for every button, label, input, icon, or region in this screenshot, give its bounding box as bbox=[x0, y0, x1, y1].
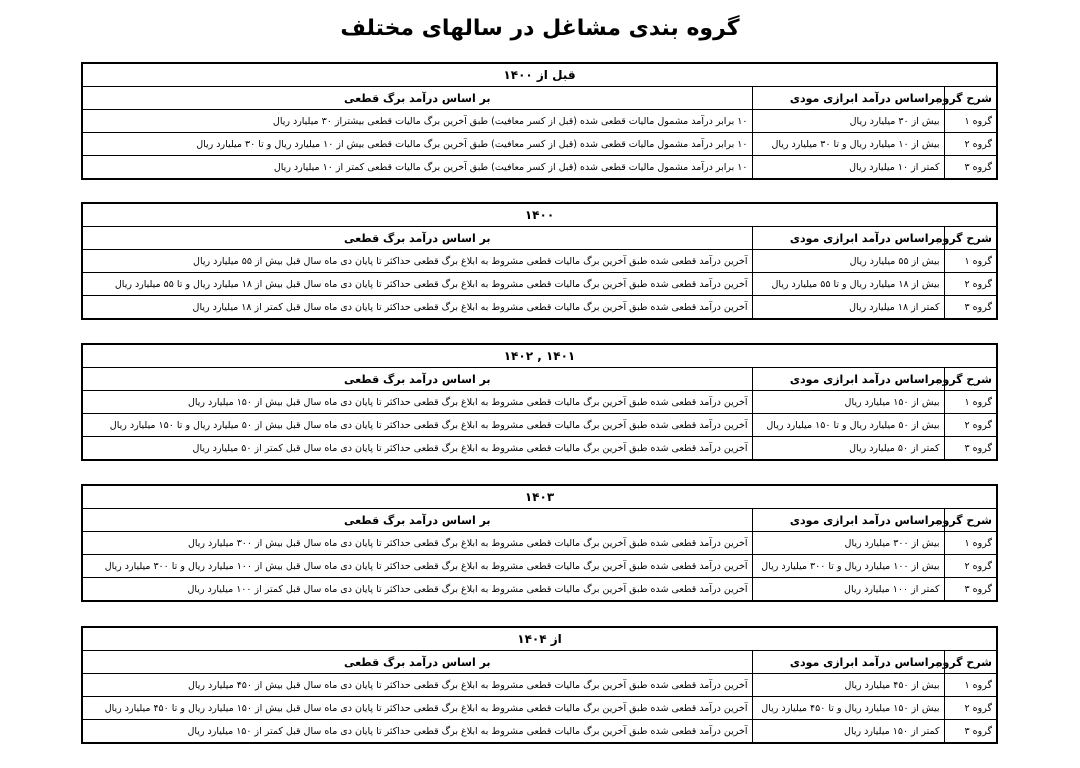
table-caption: از ۱۴۰۴ bbox=[83, 628, 996, 651]
table-1401-1402 bbox=[81, 343, 998, 461]
header-row bbox=[83, 509, 996, 532]
cell-group: گروه ۱ bbox=[944, 674, 996, 697]
cell-basis: آخرین درآمد قطعی شده طبق آخرین برگ مالیات قطعی مشروط به ابلاغ برگ قطعی حداکثر تا پایان دی ماه سال قبل کمتر از ۱۸ میلیارد ریال bbox=[83, 296, 752, 319]
table-row bbox=[83, 110, 996, 133]
cell-income: کمتر از ۱۰۰ میلیارد ریال bbox=[752, 578, 944, 601]
table-row bbox=[83, 273, 996, 296]
cell-basis: آخرین درآمد قطعی شده طبق آخرین برگ مالیات قطعی مشروط به ابلاغ برگ قطعی حداکثر تا پایان دی ماه سال قبل بیش از ۱۵۰ میلیارد ریال و تا ۴۵۰ میلیارد ریال bbox=[83, 697, 752, 720]
table-row bbox=[83, 156, 996, 179]
header-group: شرح گروه bbox=[944, 509, 996, 532]
table-row bbox=[83, 133, 996, 156]
cell-group: گروه ۳ bbox=[944, 578, 996, 601]
header-income: براساس درآمد ابرازی مودی bbox=[752, 368, 944, 391]
header-basis: بر اساس درآمد برگ قطعی bbox=[83, 651, 752, 674]
header-basis: بر اساس درآمد برگ قطعی bbox=[83, 87, 752, 110]
cell-group: گروه ۲ bbox=[944, 697, 996, 720]
table-row bbox=[83, 674, 996, 697]
cell-income: کمتر از ۱۰ میلیارد ریال bbox=[752, 156, 944, 179]
header-income: براساس درآمد ابرازی مودی bbox=[752, 651, 944, 674]
cell-basis: آخرین درآمد قطعی شده طبق آخرین برگ مالیات قطعی مشروط به ابلاغ برگ قطعی حداکثر تا پایان دی ماه سال قبل کمتر از ۱۰۰ میلیارد ریال bbox=[83, 578, 752, 601]
cell-basis: آخرین درآمد قطعی شده طبق آخرین برگ مالیات قطعی مشروط به ابلاغ برگ قطعی حداکثر تا پایان دی ماه سال قبل بیش از ۱۵۰ میلیارد ریال bbox=[83, 391, 752, 414]
cell-group: گروه ۳ bbox=[944, 296, 996, 319]
header-basis: بر اساس درآمد برگ قطعی bbox=[83, 368, 752, 391]
table-1403 bbox=[81, 484, 998, 602]
table-row bbox=[83, 555, 996, 578]
cell-group: گروه ۱ bbox=[944, 110, 996, 133]
cell-group: گروه ۲ bbox=[944, 273, 996, 296]
cell-basis: آخرین درآمد قطعی شده طبق آخرین برگ مالیات قطعی مشروط به ابلاغ برگ قطعی حداکثر تا پایان دی ماه سال قبل بیش از ۳۰۰ میلیارد ریال bbox=[83, 532, 752, 555]
cell-basis: ۱۰ برابر درآمد مشمول مالیات قطعی شده (قبل از کسر معافیت) طبق آخرین برگ مالیات قطعی بیش از ۱۰ میلیارد ریال و تا ۳۰ میلیارد ریال bbox=[83, 133, 752, 156]
table-row bbox=[83, 578, 996, 601]
cell-group: گروه ۱ bbox=[944, 391, 996, 414]
table-row bbox=[83, 250, 996, 273]
cell-group: گروه ۱ bbox=[944, 532, 996, 555]
classification-table bbox=[83, 368, 996, 459]
cell-basis: آخرین درآمد قطعی شده طبق آخرین برگ مالیات قطعی مشروط به ابلاغ برگ قطعی حداکثر تا پایان دی ماه سال قبل بیش از ۵۵ میلیارد ریال bbox=[83, 250, 752, 273]
table-row bbox=[83, 296, 996, 319]
header-basis: بر اساس درآمد برگ قطعی bbox=[83, 509, 752, 532]
classification-table bbox=[83, 227, 996, 318]
header-group: شرح گروه bbox=[944, 227, 996, 250]
table-from-1404 bbox=[81, 626, 998, 744]
header-group: شرح گروه bbox=[944, 368, 996, 391]
cell-income: بیش از ۱۰۰ میلیارد ریال و تا ۳۰۰ میلیارد ریال bbox=[752, 555, 944, 578]
cell-income: بیش از ۳۰ میلیارد ریال bbox=[752, 110, 944, 133]
cell-group: گروه ۳ bbox=[944, 156, 996, 179]
cell-basis: ۱۰ برابر درآمد مشمول مالیات قطعی شده (قبل از کسر معافیت) طبق آخرین برگ مالیات قطعی بیشتراز ۳۰ میلیارد ریال bbox=[83, 110, 752, 133]
header-group: شرح گروه bbox=[944, 87, 996, 110]
header-group: شرح گروه bbox=[944, 651, 996, 674]
cell-income: بیش از ۱۸ میلیارد ریال و تا ۵۵ میلیارد ریال bbox=[752, 273, 944, 296]
table-row bbox=[83, 437, 996, 460]
cell-group: گروه ۳ bbox=[944, 437, 996, 460]
cell-income: کمتر از ۵۰ میلیارد ریال bbox=[752, 437, 944, 460]
header-basis: بر اساس درآمد برگ قطعی bbox=[83, 227, 752, 250]
cell-group: گروه ۲ bbox=[944, 133, 996, 156]
cell-income: بیش از ۳۰۰ میلیارد ریال bbox=[752, 532, 944, 555]
classification-table bbox=[83, 87, 996, 178]
classification-table bbox=[83, 509, 996, 600]
table-row bbox=[83, 532, 996, 555]
table-row bbox=[83, 697, 996, 720]
header-row bbox=[83, 651, 996, 674]
cell-group: گروه ۳ bbox=[944, 720, 996, 743]
cell-basis: آخرین درآمد قطعی شده طبق آخرین برگ مالیات قطعی مشروط به ابلاغ برگ قطعی حداکثر تا پایان دی ماه سال قبل کمتر از ۱۵۰ میلیارد ریال bbox=[83, 720, 752, 743]
cell-income: بیش از ۴۵۰ میلیارد ریال bbox=[752, 674, 944, 697]
table-caption: ۱۴۰۰ bbox=[83, 204, 996, 227]
header-row bbox=[83, 227, 996, 250]
header-income: براساس درآمد ابرازی مودی bbox=[752, 509, 944, 532]
table-caption: قبل از ۱۴۰۰ bbox=[83, 64, 996, 87]
cell-income: بیش از ۵۰ میلیارد ریال و تا ۱۵۰ میلیارد ریال bbox=[752, 414, 944, 437]
cell-basis: آخرین درآمد قطعی شده طبق آخرین برگ مالیات قطعی مشروط به ابلاغ برگ قطعی حداکثر تا پایان دی ماه سال قبل کمتر از ۵۰ میلیارد ریال bbox=[83, 437, 752, 460]
header-income: براساس درآمد ابرازی مودی bbox=[752, 87, 944, 110]
cell-basis: آخرین درآمد قطعی شده طبق آخرین برگ مالیات قطعی مشروط به ابلاغ برگ قطعی حداکثر تا پایان دی ماه سال قبل بیش از ۱۸ میلیارد ریال و تا ۵۵ میلیارد ریال bbox=[83, 273, 752, 296]
page-title: گروه بندی مشاغل در سالهای مختلف bbox=[340, 16, 740, 41]
table-row bbox=[83, 391, 996, 414]
cell-group: گروه ۲ bbox=[944, 414, 996, 437]
cell-income: بیش از ۱۵۰ میلیارد ریال و تا ۴۵۰ میلیارد ریال bbox=[752, 697, 944, 720]
table-row bbox=[83, 414, 996, 437]
cell-income: بیش از ۵۵ میلیارد ریال bbox=[752, 250, 944, 273]
header-row bbox=[83, 87, 996, 110]
cell-income: کمتر از ۱۸ میلیارد ریال bbox=[752, 296, 944, 319]
cell-income: کمتر از ۱۵۰ میلیارد ریال bbox=[752, 720, 944, 743]
classification-table bbox=[83, 651, 996, 742]
cell-basis: آخرین درآمد قطعی شده طبق آخرین برگ مالیات قطعی مشروط به ابلاغ برگ قطعی حداکثر تا پایان دی ماه سال قبل بیش از ۴۵۰ میلیارد ریال bbox=[83, 674, 752, 697]
cell-group: گروه ۲ bbox=[944, 555, 996, 578]
header-income: براساس درآمد ابرازی مودی bbox=[752, 227, 944, 250]
cell-income: بیش از ۱۵۰ میلیارد ریال bbox=[752, 391, 944, 414]
cell-group: گروه ۱ bbox=[944, 250, 996, 273]
cell-basis: ۱۰ برابر درآمد مشمول مالیات قطعی شده (قبل از کسر معافیت) طبق آخرین برگ مالیات قطعی کمتر از ۱۰ میلیارد ریال bbox=[83, 156, 752, 179]
cell-basis: آخرین درآمد قطعی شده طبق آخرین برگ مالیات قطعی مشروط به ابلاغ برگ قطعی حداکثر تا پایان دی ماه سال قبل بیش از ۵۰ میلیارد ریال و تا ۱۵۰ میلیارد ریال bbox=[83, 414, 752, 437]
cell-basis: آخرین درآمد قطعی شده طبق آخرین برگ مالیات قطعی مشروط به ابلاغ برگ قطعی حداکثر تا پایان دی ماه سال قبل بیش از ۱۰۰ میلیارد ریال و تا ۳۰۰ میلیارد ریال bbox=[83, 555, 752, 578]
table-before-1400 bbox=[81, 62, 998, 180]
cell-income: بیش از ۱۰ میلیارد ریال و تا ۳۰ میلیارد ریال bbox=[752, 133, 944, 156]
table-caption: ۱۴۰۱ , ۱۴۰۲ bbox=[83, 345, 996, 368]
header-row bbox=[83, 368, 996, 391]
table-caption: ۱۴۰۳ bbox=[83, 486, 996, 509]
table-1400 bbox=[81, 202, 998, 320]
table-row bbox=[83, 720, 996, 743]
